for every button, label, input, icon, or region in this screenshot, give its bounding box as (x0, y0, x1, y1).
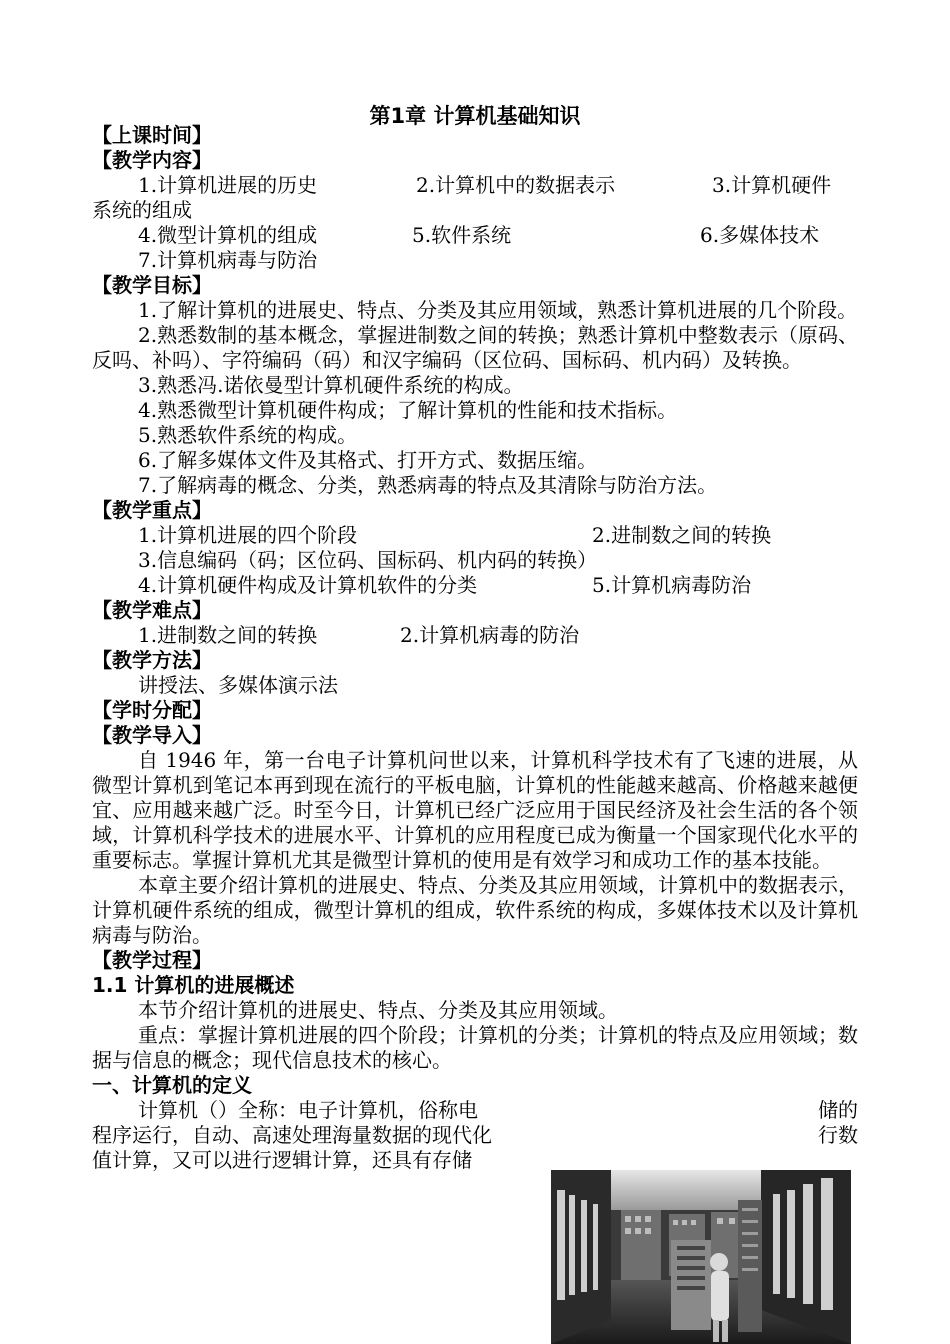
heading-difficulties: 【教学难点】 (92, 598, 212, 622)
chapter-title: 第1章 计算机基础知识 (369, 104, 581, 128)
content-item: 6.多媒体技术 (700, 223, 820, 247)
heading-intro: 【教学导入】 (92, 723, 212, 747)
heading-class-time: 【上课时间】 (92, 123, 212, 147)
key-point: 4.计算机硬件构成及计算机软件的分类 (138, 573, 478, 597)
definition-text: 计算机（）全称：电子计算机，俗称电 (138, 1098, 478, 1122)
definition-heading: 一、计算机的定义 (92, 1073, 252, 1097)
intro-paragraph: 本章主要介绍计算机的进展史、特点、分类及其应用领域，计算机中的数据表示，计算机硬件系统的组成，微型计算机的组成，软件系统的构成，多媒体技术以及计算机病毒与防治。 (92, 873, 858, 947)
definition-line (92, 1123, 858, 1148)
goal-item: 6.了解多媒体文件及其格式、打开方式、数据压缩。 (138, 448, 598, 472)
key-point: 1.计算机进展的四个阶段 (138, 523, 358, 547)
content-row-1 (92, 173, 858, 198)
definition-text: 程序运行，自动、高速处理海量数据的现代化 (92, 1123, 492, 1147)
difficulty-item: 1.进制数之间的转换 (138, 623, 318, 647)
document-body (92, 123, 858, 1173)
goal-item: 2.熟悉数制的基本概念，掌握进制数之间的转换；熟悉计算机中整数表示（原码、反吗、补吗）、字符编码（码）和汉字编码（区位码、国标码、机内码）及转换。 (92, 323, 858, 372)
difficulty-item: 2.计算机病毒的防治 (400, 623, 580, 647)
key-point: 3.信息编码（码；区位码、国标码、机内码的转换） (138, 548, 598, 572)
heading-methods: 【教学方法】 (92, 648, 212, 672)
content-item: 2.计算机中的数据表示 (416, 173, 616, 197)
definition-text: 储的 (818, 1098, 858, 1122)
content-item: 7.计算机病毒与防治 (138, 248, 318, 272)
goal-item: 3.熟悉冯.诺依曼型计算机硬件系统的构成。 (138, 373, 524, 397)
content-item: 3.计算机硬件 (712, 173, 832, 197)
key-row-2 (92, 573, 858, 598)
content-item: 1.计算机进展的历史 (138, 173, 318, 197)
goal-item: 5.熟悉软件系统的构成。 (138, 423, 358, 447)
section-paragraph: 重点：掌握计算机进展的四个阶段；计算机的分类；计算机的特点及应用领域；数据与信息的概念；现代信息技术的核心。 (92, 1023, 858, 1072)
heading-process: 【教学过程】 (92, 948, 212, 972)
key-row-1 (92, 523, 858, 548)
definition-text: 行数 (818, 1123, 858, 1147)
content-item: 5.软件系统 (412, 223, 512, 247)
heading-goals: 【教学目标】 (92, 273, 212, 297)
section-heading-1-1: 1.1 计算机的进展概述 (92, 973, 295, 997)
goal-item: 4.熟悉微型计算机硬件构成；了解计算机的性能和技术指标。 (138, 398, 678, 422)
goal-item: 1.了解计算机的进展史、特点、分类及其应用领域，熟悉计算机进展的几个阶段。 (138, 298, 858, 322)
content-row-2 (92, 223, 858, 248)
definition-text: 值计算，又可以进行逻辑计算，还具有存储 (92, 1148, 472, 1172)
eniac-photo (551, 1170, 851, 1344)
heading-hours: 【学时分配】 (92, 698, 212, 722)
goal-item: 7.了解病毒的概念、分类，熟悉病毒的特点及其清除与防治方法。 (138, 473, 718, 497)
section-paragraph: 本节介绍计算机的进展史、特点、分类及其应用领域。 (138, 998, 618, 1022)
intro-paragraph: 自 1946 年，第一台电子计算机问世以来，计算机科学技术有了飞速的进展，从微型计算机到笔记本再到现在流行的平板电脑，计算机的性能越来越高、价格越来越便宜、应用越来越广泛。时至今日，计算机已经广泛应用于国民经济及社会生活的各个领域，计算机科学技术的进展水平、计算机的应用程度已成为衡量一个国家现代化水平的重要标志。掌握计算机尤其是微型计算机的使用是有效学习和成功工作的基本技能。 (92, 748, 858, 872)
key-point: 5.计算机病毒防治 (592, 573, 752, 597)
heading-key-points: 【教学重点】 (92, 498, 212, 522)
content-item-continuation: 系统的组成 (92, 198, 192, 222)
key-point: 2.进制数之间的转换 (592, 523, 772, 547)
definition-line (92, 1098, 858, 1123)
content-item: 4.微型计算机的组成 (138, 223, 318, 247)
methods-text: 讲授法、多媒体演示法 (138, 673, 338, 697)
difficulty-row (92, 623, 858, 648)
heading-content: 【教学内容】 (92, 148, 212, 172)
